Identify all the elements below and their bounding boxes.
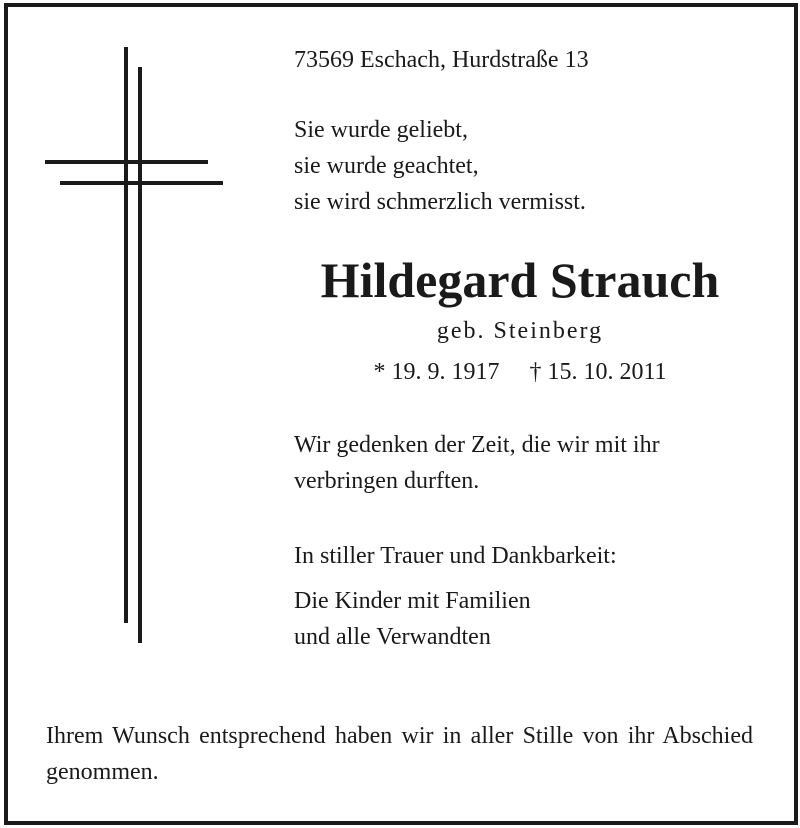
poem-line: sie wird schmerzlich vermisst. — [294, 189, 586, 215]
born-name: geb. Steinberg — [436, 318, 604, 344]
signer-line: und alle Verwandten — [294, 624, 491, 650]
remembrance-line: verbringen durften. — [294, 468, 480, 494]
cross-horizontal-bar — [45, 160, 208, 164]
poem-line: Sie wurde geliebt, — [294, 117, 468, 143]
cross-vertical-bar — [124, 47, 128, 623]
cross-horizontal-bar — [60, 181, 223, 185]
remembrance-text — [294, 427, 660, 499]
poem-line: sie wurde geachtet, — [294, 153, 479, 179]
poem — [294, 112, 586, 220]
signer-line: Die Kinder mit Familien — [294, 588, 531, 614]
closing-note: Ihrem Wunsch entsprechend haben wir in aller Stille von ihr Abschied genommen. — [46, 723, 753, 785]
mourning-line: In stiller Trauer und Dankbarkeit: — [294, 543, 617, 569]
cross-vertical-bar — [138, 67, 142, 643]
remembrance-line: Wir gedenken der Zeit, die wir mit ihr — [294, 432, 660, 458]
life-dates: * 19. 9. 1917 † 15. 10. 2011 — [373, 359, 667, 385]
signers — [294, 583, 531, 655]
address: 73569 Eschach, Hurdstraße 13 — [294, 47, 589, 73]
deceased-name: Hildegard Strauch — [320, 252, 720, 308]
